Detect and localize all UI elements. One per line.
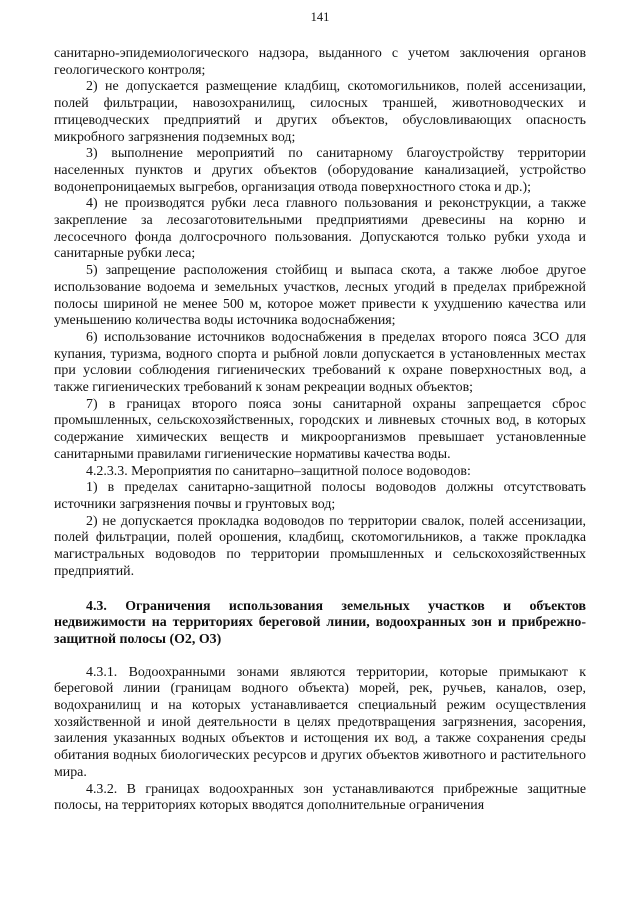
paragraph-section-4-3-2: 4.3.2. В границах водоохранных зон устанавливаются прибрежные защитные полосы, на территориях которых вводятся дополнительные ограничения xyxy=(54,781,586,814)
paragraph-item-3: 3) выполнение мероприятий по санитарному благоустройству территории населенных пунктов и других объектов (оборудование канализацией, устройство водонепроницаемых выгребов, организация отвода поверхностного стока и др.); xyxy=(54,146,586,195)
paragraph-item-5: 5) запрещение расположения стойбищ и выпаса скота, а также любое другое использование водоема и земельных участков, лесных угодий в пределах прибрежной полосы шириной не менее 500 м, которое может привести к ухудшению качества или уменьшению количества воды источника водоснабжения; xyxy=(54,263,586,329)
paragraph-continuation: санитарно-эпидемиологического надзора, выданного с учетом заключения органов геологического контроля; xyxy=(54,46,586,78)
paragraph-section-4-3-1: 4.3.1. Водоохранными зонами являются территории, которые примыкают к береговой линии (границам водного объекта) морей, рек, ручьев, каналов, озер, водохранилищ и на которых устанавливается специальный режим осуществления хозяйственной и иной деятельности в целях предотвращения загрязнения, засорения, заиления указанных водных объектов и истощения их вод, а также сохранения среды обитания водных биологических ресурсов и других объектов животного и растительного мира. xyxy=(54,664,586,780)
paragraph-item-6: 6) использование источников водоснабжения в пределах второго пояса ЗСО для купания, туризма, водного спорта и рыбной ловли допускается в установленных местах при условии соблюдения гигиенических требований к охране поверхностных вод, а также гигиенических требований к зонам рекреации водных объектов; xyxy=(54,329,586,396)
paragraph-item-4: 4) не производятся рубки леса главного пользования и реконструкции, а также закрепление за лесозаготовительными предприятиями древесины на корню и лесосечного фонда долгосрочного пользования. Допускаются только рубки ухода и санитарные рубки леса; xyxy=(54,196,586,262)
document-body xyxy=(54,46,586,815)
paragraph-item-7: 7) в границах второго пояса зоны санитарной охраны запрещается сброс промышленных, сельскохозяйственных, городских и ливневых сточных вод, в которых содержание химических веществ и микроорганизмов превышает установленные санитарными правилами гигиенические нормативы качества воды. xyxy=(54,396,586,462)
section-heading-4-3: 4.3. Ограничения использования земельных участков и объектов недвижимости на территориях береговой линии, водоохранных зон и прибрежно-защитной полосы (О2, О3) xyxy=(54,598,586,647)
paragraph-pipeline-item-2: 2) не допускается прокладка водоводов по территории свалок, полей ассенизации, полей фильтрации, полей орошения, кладбищ, скотомогильников, а также прокладка магистральных водоводов по территории промышленных и сельскохозяйственных предприятий. xyxy=(54,513,586,579)
paragraph-pipeline-item-1: 1) в пределах санитарно-защитной полосы водоводов должны отсутствовать источники загрязнения почвы и грунтовых вод; xyxy=(54,480,586,512)
paragraph-section-4-2-3-3: 4.2.3.3. Мероприятия по санитарно–защитной полосе водоводов: xyxy=(86,463,471,479)
paragraph-item-2: 2) не допускается размещение кладбищ, скотомогильников, полей ассенизации, полей фильтрации, навозохранилищ, силосных траншей, животноводческих и птицеводческих предприятий и других объектов, обусловливающих опасность микробного загрязнения подземных вод; xyxy=(54,79,586,145)
page-number: 141 xyxy=(310,10,330,24)
